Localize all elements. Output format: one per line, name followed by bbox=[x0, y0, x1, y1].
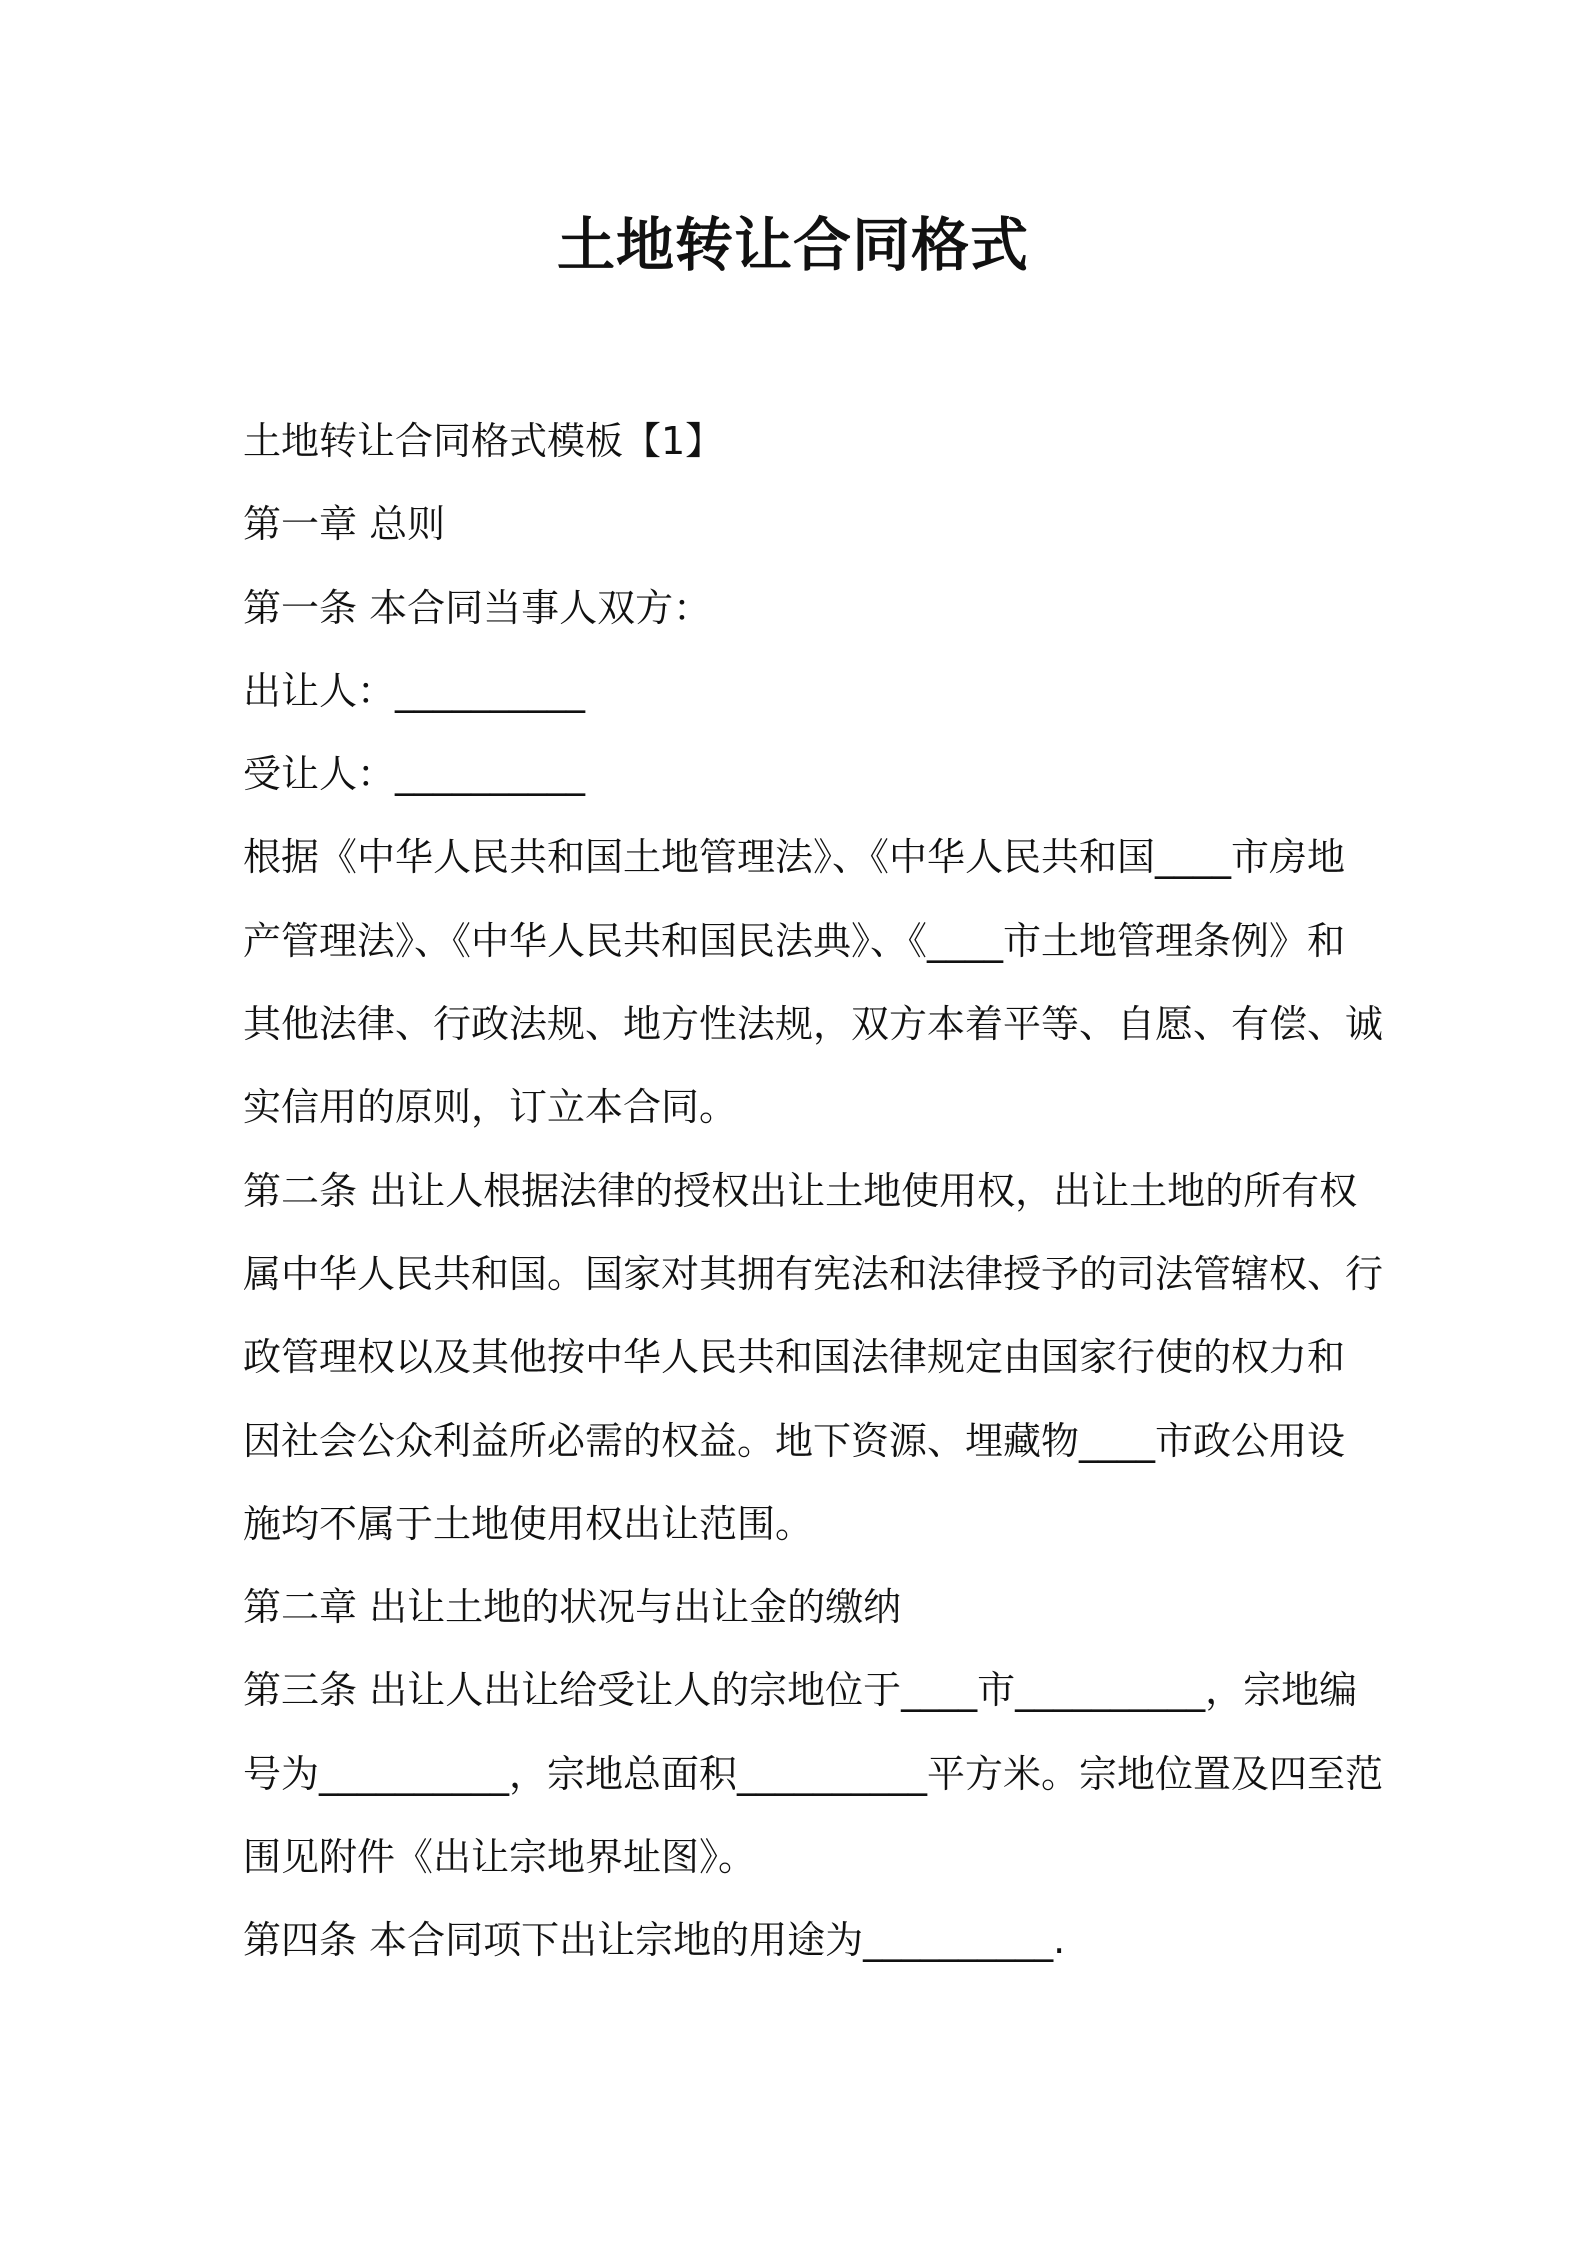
paragraph-line: 属中华人民共和国。国家对其拥有宪法和法律授予的司法管辖权、行 bbox=[243, 1251, 1384, 1296]
paragraph-line: 根据《中华人民共和国土地管理法》、《中华人民共和国____市房地 bbox=[243, 835, 1346, 880]
paragraph-line: 施均不属于土地使用权出让范围。 bbox=[243, 1501, 814, 1546]
paragraph-line: 第四条 本合同项下出让宗地的用途为__________. bbox=[243, 1918, 1066, 1963]
paragraph-line: 围见附件《出让宗地界址图》。 bbox=[243, 1835, 757, 1880]
paragraph-line: 号为__________，宗地总面积__________平方米。宗地位置及四至范 bbox=[243, 1751, 1384, 1796]
paragraph-line: 第二条 出让人根据法律的授权出让土地使用权，出让土地的所有权 bbox=[243, 1168, 1358, 1213]
paragraph-line: 因社会公众利益所必需的权益。地下资源、埋藏物____市政公用设 bbox=[243, 1418, 1346, 1463]
paragraph-line: 其他法律、行政法规、地方性法规，双方本着平等、自愿、有偿、诚 bbox=[243, 1002, 1384, 1047]
paragraph-line: 政管理权以及其他按中华人民共和国法律规定由国家行使的权力和 bbox=[243, 1335, 1346, 1380]
document-title: 土地转让合同格式 bbox=[556, 211, 1029, 279]
chapter-heading: 第一章 总则 bbox=[243, 502, 446, 547]
paragraph-line: 实信用的原则，订立本合同。 bbox=[243, 1085, 738, 1130]
paragraph-line: 第三条 出让人出让给受让人的宗地位于____市__________，宗地编 bbox=[243, 1668, 1358, 1713]
document-body bbox=[243, 400, 1384, 1983]
paragraph-line: 产管理法》、《中华人民共和国民法典》、《____市土地管理条例》和 bbox=[243, 918, 1346, 963]
transferor-line: 出让人：__________ bbox=[243, 668, 586, 713]
transferee-line: 受让人：__________ bbox=[243, 752, 586, 797]
chapter-heading: 第二章 出让土地的状况与出让金的缴纳 bbox=[243, 1585, 902, 1630]
article-line: 第一条 本合同当事人双方： bbox=[243, 585, 712, 630]
section-heading: 土地转让合同格式模板【1】 bbox=[243, 419, 724, 463]
